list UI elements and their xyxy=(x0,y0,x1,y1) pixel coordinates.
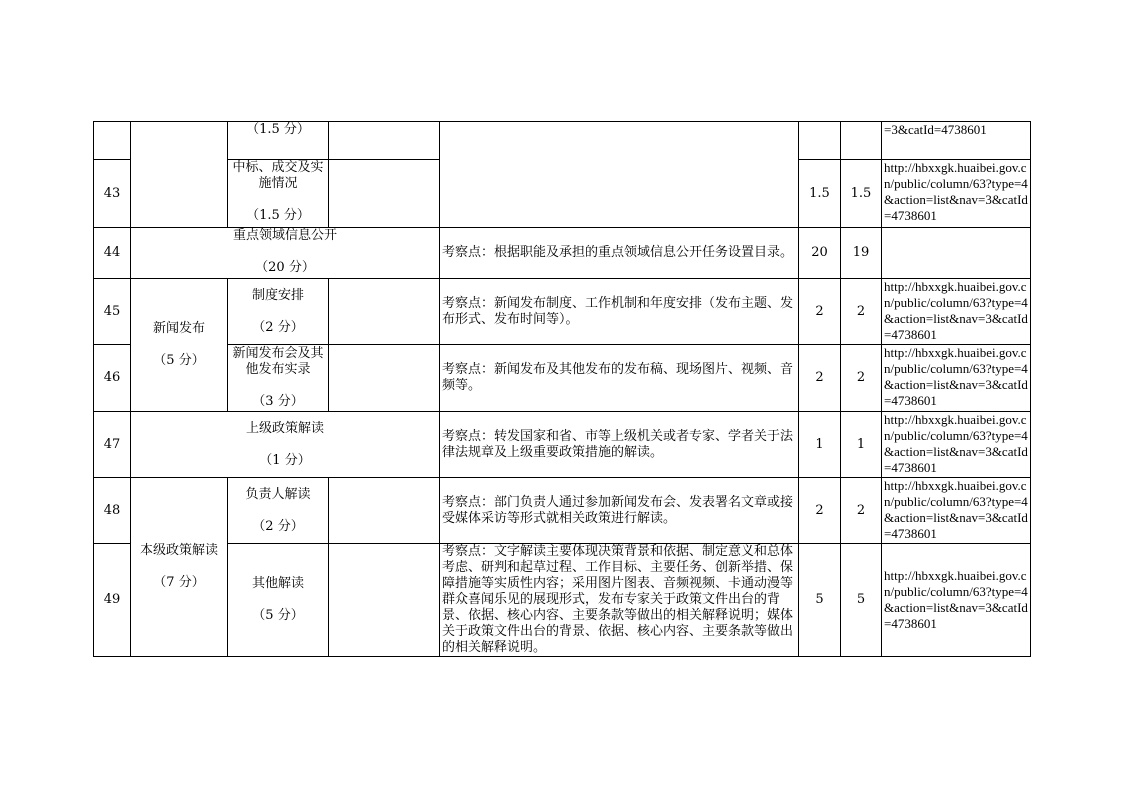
desc-cell: 考察点：转发国家和省、市等上级机关或者专家、学者关于法律法规章及上级重要政策措施的解读。 xyxy=(440,412,799,478)
item-score: （1.5 分） xyxy=(246,208,310,223)
row-number xyxy=(94,122,131,160)
category-name: 新闻发布 xyxy=(152,321,205,336)
got-cell: 2 xyxy=(841,478,882,544)
got-cell: 1 xyxy=(841,412,882,478)
desc-cell xyxy=(440,122,799,228)
blank-cell xyxy=(329,160,440,228)
url-link[interactable]: http://hbxxgk.huaibei.gov.cn/public/column/63?type=4&action=list&nav=3&catId=4738601 xyxy=(882,345,1031,412)
table-row xyxy=(94,279,1031,345)
table-row xyxy=(94,544,1031,657)
item-name: 中标、成交及实施情况 xyxy=(232,160,324,191)
row-number: 44 xyxy=(94,228,131,279)
item-score: （2 分） xyxy=(252,518,304,534)
got-cell: 5 xyxy=(841,544,882,657)
item-name: 制度安排 xyxy=(251,287,304,303)
category-score: （5 分） xyxy=(153,353,205,368)
row-number: 47 xyxy=(94,412,131,478)
item-name: 新闻发布会及其他发布实录 xyxy=(232,346,324,377)
score-cell: 2 xyxy=(799,345,841,412)
category-score: （7 分） xyxy=(153,575,205,590)
category-cell xyxy=(131,122,228,228)
item-score: （5 分） xyxy=(252,608,304,623)
score-cell xyxy=(799,122,841,160)
blank-cell xyxy=(329,345,440,412)
item-name: 负责人解读 xyxy=(245,486,311,502)
score-cell: 1.5 xyxy=(799,160,841,228)
item-score: （1 分） xyxy=(259,452,311,468)
row-number: 45 xyxy=(94,279,131,345)
item-cell xyxy=(228,279,329,345)
url-link[interactable]: http://hbxxgk.huaibei.gov.cn/public/column/63?type=4&action=list&nav=3&catId=4738601 xyxy=(882,544,1031,657)
item-name: 其他解读 xyxy=(251,576,304,591)
url-link[interactable]: http://hbxxgk.huaibei.gov.cn/public/column/63?type=4&action=list&nav=3&catId=4738601 xyxy=(882,160,1031,228)
item-cell xyxy=(131,228,440,279)
item-score: （20 分） xyxy=(255,260,315,275)
table-row xyxy=(94,228,1031,279)
url-link[interactable]: http://hbxxgk.huaibei.gov.cn/public/column/63?type=4&action=list&nav=3&catId=4738601 xyxy=(882,279,1031,345)
score-cell: 2 xyxy=(799,279,841,345)
desc-cell: 考察点：新闻发布制度、工作机制和年度安排（发布主题、发布形式、发布时间等）。 xyxy=(440,279,799,345)
score-cell: 2 xyxy=(799,478,841,544)
desc-cell: 考察点：新闻发布及其他发布的发布稿、现场图片、视频、音频等。 xyxy=(440,345,799,412)
score-cell: 1 xyxy=(799,412,841,478)
table-row xyxy=(94,478,1031,544)
category-cell xyxy=(131,279,228,412)
row-number: 48 xyxy=(94,478,131,544)
url-link[interactable]: http://hbxxgk.huaibei.gov.cn/public/column/63?type=4&action=list&nav=3&catId=4738601 xyxy=(882,412,1031,478)
table-row xyxy=(94,345,1031,412)
desc-cell: 考察点：根据职能及承担的重点领域信息公开任务设置目录。 xyxy=(440,228,799,279)
url-link[interactable]: http://hbxxgk.huaibei.gov.cn/public/column/63?type=4&action=list&nav=3&catId=4738601 xyxy=(882,478,1031,544)
item-cell xyxy=(228,478,329,544)
item-cell xyxy=(228,544,329,657)
blank-cell xyxy=(329,122,440,160)
url-cell xyxy=(882,228,1031,279)
got-cell: 1.5 xyxy=(841,160,882,228)
category-cell xyxy=(131,478,228,657)
item-name: 重点领域信息公开 xyxy=(232,228,337,243)
score-cell: 20 xyxy=(799,228,841,279)
desc-cell: 考察点：部门负责人通过参加新闻发布会、发表署名文章或接受媒体采访等形式就相关政策进行解读。 xyxy=(440,478,799,544)
table-row xyxy=(94,412,1031,478)
score-cell: 5 xyxy=(799,544,841,657)
category-name: 本级政策解读 xyxy=(139,543,218,558)
row-number: 49 xyxy=(94,544,131,657)
got-cell xyxy=(841,122,882,160)
item-cell xyxy=(228,345,329,412)
blank-cell xyxy=(329,544,440,657)
item-cell xyxy=(228,160,329,228)
item-score: （1.5 分） xyxy=(228,122,329,160)
got-cell: 2 xyxy=(841,345,882,412)
blank-cell xyxy=(329,279,440,345)
item-cell xyxy=(131,412,440,478)
item-score: （2 分） xyxy=(252,319,304,335)
blank-cell xyxy=(329,478,440,544)
got-cell: 2 xyxy=(841,279,882,345)
url-link[interactable]: =3&catId=4738601 xyxy=(882,122,1031,160)
item-score: （3 分） xyxy=(252,394,304,409)
row-number: 43 xyxy=(94,160,131,228)
item-name: 上级政策解读 xyxy=(245,420,324,436)
table-row xyxy=(94,122,1031,160)
got-cell: 19 xyxy=(841,228,882,279)
evaluation-table xyxy=(93,121,1031,657)
row-number: 46 xyxy=(94,345,131,412)
desc-cell: 考察点：文字解读主要体现决策背景和依据、制定意义和总体考虑、研判和起草过程、工作目标、主要任务、创新举措、保障措施等实质性内容；采用图片图表、音频视频、卡通动漫等群众喜闻乐见的展现形式，发布专家关于政策文件出台的背景、依据、核心内容、主要条款等做出的相关解释说明；媒体关于政策文件出台的背景、依据、核心内容、主要条款等做出的相关解释说明。 xyxy=(440,544,799,657)
